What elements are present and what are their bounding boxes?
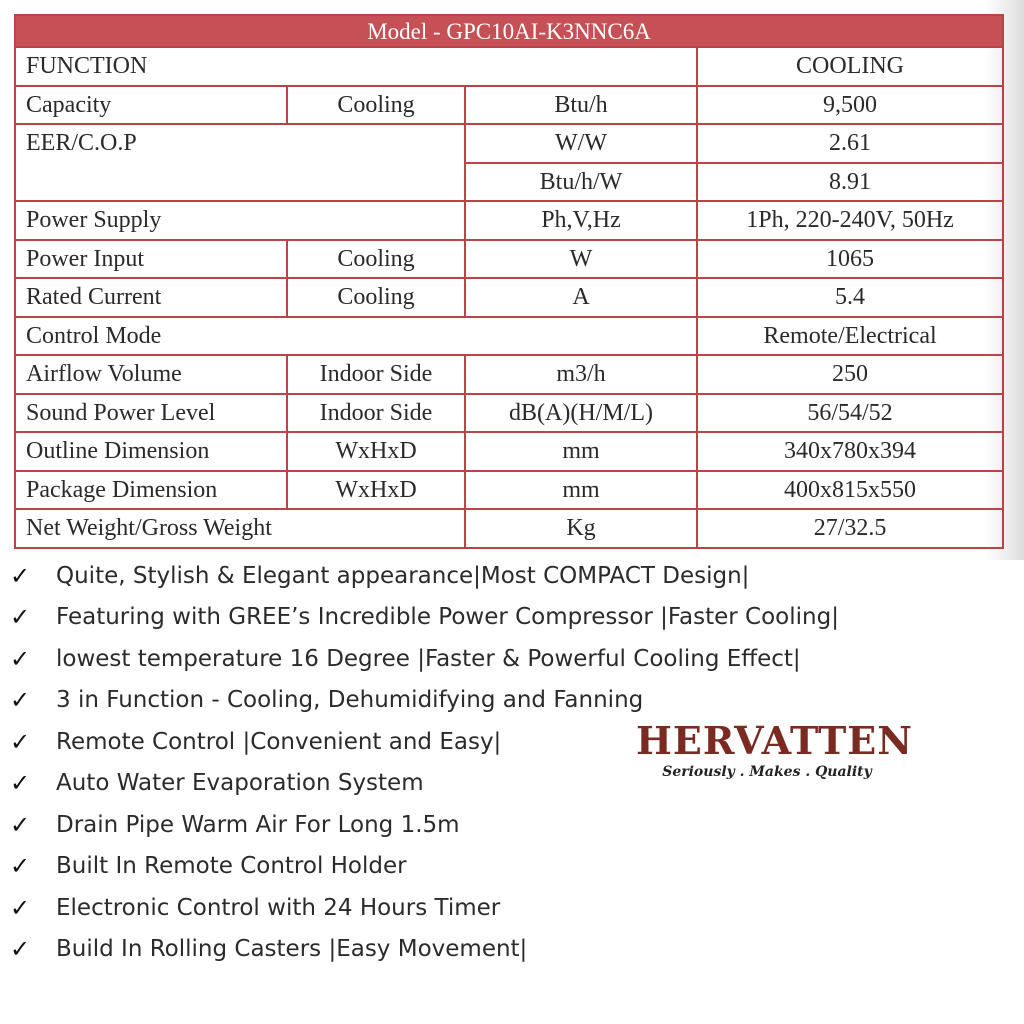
table-row [15, 394, 1003, 433]
list-item [10, 597, 839, 639]
check-icon: ✓ [10, 686, 31, 715]
spec-mode: Indoor Side [287, 355, 465, 394]
model-header: Model - GPC10AI-K3NNC6A [15, 15, 1003, 47]
table-row [15, 124, 1003, 163]
spec-unit: dB(A)(H/M/L) [465, 394, 697, 433]
spec-unit: m3/h [465, 355, 697, 394]
spec-unit: W/W [465, 124, 697, 163]
spec-value: 250 [697, 355, 1003, 394]
feature-text: Build In Rolling Casters |Easy Movement| [56, 936, 528, 963]
table-row [15, 240, 1003, 279]
spec-value: 340x780x394 [697, 432, 1003, 471]
spec-mode: Cooling [287, 278, 465, 317]
feature-text: Auto Water Evaporation System [56, 770, 424, 797]
spec-value: 1065 [697, 240, 1003, 279]
list-item [10, 638, 839, 680]
spec-mode: Indoor Side [287, 394, 465, 433]
table-row [15, 86, 1003, 125]
feature-text: Built In Remote Control Holder [56, 853, 407, 880]
spec-name: Airflow Volume [15, 355, 287, 394]
function-label: FUNCTION [15, 47, 697, 86]
spec-mode: Cooling [287, 86, 465, 125]
check-icon: ✓ [10, 769, 31, 798]
feature-text: lowest temperature 16 Degree |Faster & Powerful Cooling Effect| [56, 645, 801, 672]
spec-value: 8.91 [697, 163, 1003, 202]
check-icon: ✓ [10, 893, 31, 922]
brand-logo [636, 718, 913, 780]
table-row [15, 47, 1003, 86]
check-icon: ✓ [10, 935, 31, 964]
spec-name: Power Supply [15, 201, 465, 240]
spec-name: Rated Current [15, 278, 287, 317]
spec-value: 1Ph, 220-240V, 50Hz [697, 201, 1003, 240]
list-item [10, 680, 839, 722]
check-icon: ✓ [10, 561, 31, 590]
table-row [15, 278, 1003, 317]
check-icon: ✓ [10, 644, 31, 673]
spec-unit: Btu/h [465, 86, 697, 125]
table-row [15, 432, 1003, 471]
check-icon: ✓ [10, 603, 31, 632]
spec-unit: mm [465, 471, 697, 510]
model-header-row [15, 15, 1003, 47]
spec-unit: Ph,V,Hz [465, 201, 697, 240]
check-icon: ✓ [10, 810, 31, 839]
list-item [10, 929, 839, 971]
table-row [15, 471, 1003, 510]
spec-unit: W [465, 240, 697, 279]
spec-mode: WxHxD [287, 432, 465, 471]
spec-unit: Kg [465, 509, 697, 548]
table-row [15, 317, 1003, 356]
spec-value: 9,500 [697, 86, 1003, 125]
list-item [10, 887, 839, 929]
spec-mode: WxHxD [287, 471, 465, 510]
function-value: COOLING [697, 47, 1003, 86]
feature-text: Electronic Control with 24 Hours Timer [56, 894, 501, 921]
table-row [15, 355, 1003, 394]
spec-table [14, 14, 1004, 549]
check-icon: ✓ [10, 727, 31, 756]
spec-value: 27/32.5 [697, 509, 1003, 548]
spec-value: 2.61 [697, 124, 1003, 163]
check-icon: ✓ [10, 852, 31, 881]
spec-name: Sound Power Level [15, 394, 287, 433]
spec-value: 5.4 [697, 278, 1003, 317]
feature-text: Featuring with GREE’s Incredible Power Compressor |Faster Cooling| [56, 604, 839, 631]
brand-name: HERVATTEN [636, 718, 913, 763]
spec-unit: A [465, 278, 697, 317]
spec-value: 56/54/52 [697, 394, 1003, 433]
spec-name: Package Dimension [15, 471, 287, 510]
spec-value: 400x815x550 [697, 471, 1003, 510]
feature-text: Remote Control |Convenient and Easy| [56, 728, 502, 755]
feature-text: Quite, Stylish & Elegant appearance|Most COMPACT Design| [56, 562, 750, 589]
spec-name: Net Weight/Gross Weight [15, 509, 465, 548]
spec-mode: Cooling [287, 240, 465, 279]
spec-name: Power Input [15, 240, 287, 279]
table-row [15, 509, 1003, 548]
table-row [15, 201, 1003, 240]
brand-tagline: Seriously . Makes . Quality [662, 764, 872, 780]
spec-name: Outline Dimension [15, 432, 287, 471]
spec-name: EER/C.O.P [15, 124, 465, 201]
list-item [10, 555, 839, 597]
spec-name: Control Mode [15, 317, 697, 356]
spec-unit: Btu/h/W [465, 163, 697, 202]
list-item [10, 846, 839, 888]
feature-text: 3 in Function - Cooling, Dehumidifying and Fanning [56, 687, 644, 714]
spec-value: Remote/Electrical [697, 317, 1003, 356]
list-item [10, 804, 839, 846]
spec-unit: mm [465, 432, 697, 471]
feature-text: Drain Pipe Warm Air For Long 1.5m [56, 811, 460, 838]
spec-name: Capacity [15, 86, 287, 125]
